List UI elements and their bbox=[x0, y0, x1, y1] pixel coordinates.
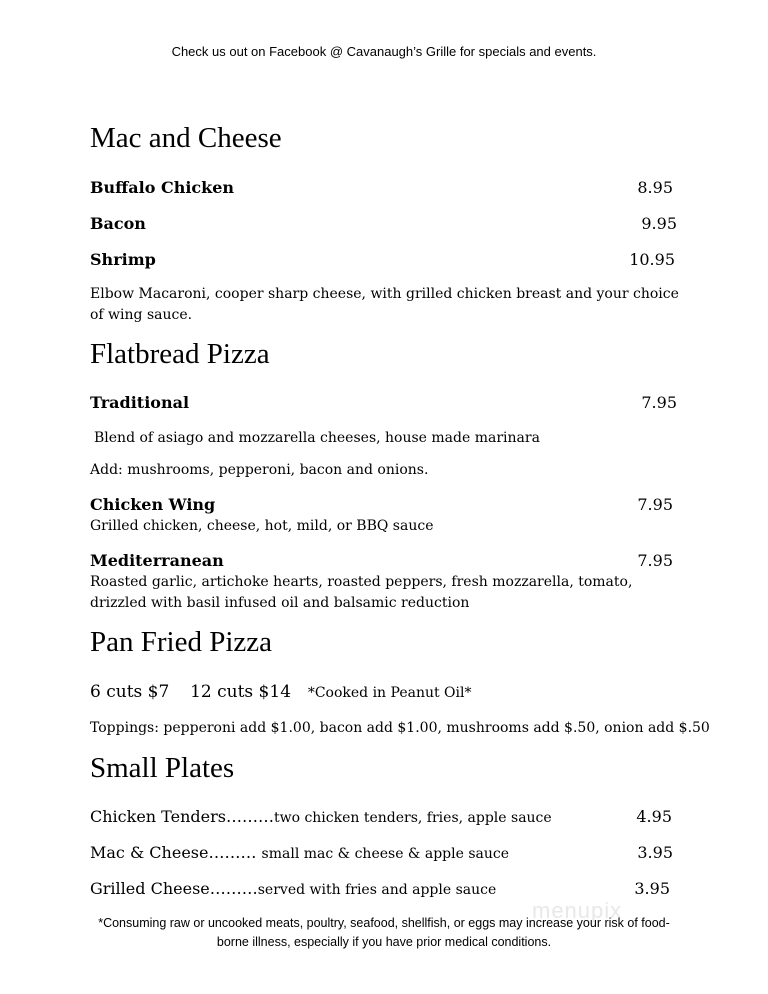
traditional-description: Blend of asiago and mozzarella cheeses, house made marinara bbox=[94, 430, 540, 446]
small-plate-chicken-tenders bbox=[90, 807, 552, 826]
pan-pizza-prices bbox=[90, 682, 472, 702]
advisory-line-2: borne illness, especially if you have prior medical conditions. bbox=[216, 935, 552, 949]
small-plate-name: Mac & Cheese……… bbox=[90, 843, 262, 862]
item-price-buffalo-chicken: 8.95 bbox=[637, 178, 673, 197]
pan-12-cuts: 12 cuts $14 bbox=[190, 682, 292, 702]
small-plate-mac-cheese bbox=[90, 843, 509, 862]
facebook-note: Check us out on Facebook @ Cavanaugh’s Grille for specials and events. bbox=[171, 44, 597, 59]
small-plate-name: Grilled Cheese……… bbox=[90, 879, 258, 898]
item-name-chicken-wing: Chicken Wing bbox=[90, 495, 216, 514]
menupix-watermark: menupix bbox=[532, 898, 623, 923]
small-plate-desc: small mac & cheese & apple sauce bbox=[261, 846, 510, 862]
item-name-mediterranean: Mediterranean bbox=[90, 551, 224, 570]
item-price-traditional: 7.95 bbox=[641, 393, 677, 412]
mac-description: Elbow Macaroni, cooper sharp cheese, with grilled chicken breast and your choice of wing sauce. bbox=[90, 286, 679, 323]
section-heading-flatbread-pizza: Flatbread Pizza bbox=[90, 338, 270, 370]
item-price-mediterranean: 7.95 bbox=[637, 551, 673, 570]
advisory-line-1: *Consuming raw or uncooked meats, poultry, seafood, shellfish, or eggs may increase your risk of food- bbox=[98, 916, 670, 930]
small-plate-grilled-cheese bbox=[90, 879, 496, 898]
item-name-shrimp: Shrimp bbox=[90, 250, 156, 269]
small-plate-desc: served with fries and apple sauce bbox=[257, 882, 497, 898]
mediterranean-description: Roasted garlic, artichoke hearts, roasted peppers, fresh mozzarella, tomato, drizzled with basil infused oil and balsamic reduction bbox=[90, 574, 633, 611]
item-price-shrimp: 10.95 bbox=[629, 250, 675, 269]
section-heading-small-plates: Small Plates bbox=[90, 752, 235, 784]
section-heading-pan-fried-pizza: Pan Fried Pizza bbox=[90, 626, 273, 658]
section-heading-mac-and-cheese: Mac and Cheese bbox=[90, 122, 282, 154]
flatbread-add-line: Add: mushrooms, pepperoni, bacon and onions. bbox=[90, 462, 429, 478]
item-name-buffalo-chicken: Buffalo Chicken bbox=[90, 178, 235, 197]
small-plate-desc: two chicken tenders, fries, apple sauce bbox=[273, 810, 552, 826]
small-plate-price-grilled-cheese: 3.95 bbox=[634, 879, 670, 898]
small-plate-price-mac-cheese: 3.95 bbox=[637, 843, 673, 862]
item-price-chicken-wing: 7.95 bbox=[637, 495, 673, 514]
item-name-bacon: Bacon bbox=[90, 214, 146, 233]
small-plate-price-chicken-tenders: 4.95 bbox=[636, 807, 672, 826]
consumer-advisory bbox=[0, 914, 768, 952]
pan-oil-note: *Cooked in Peanut Oil* bbox=[307, 685, 472, 701]
pan-6-cuts: 6 cuts $7 bbox=[90, 682, 170, 702]
small-plate-name: Chicken Tenders……… bbox=[90, 807, 274, 826]
pan-toppings: Toppings: pepperoni add $1.00, bacon add $1.00, mushrooms add $.50, onion add $.50 bbox=[90, 720, 710, 736]
item-price-bacon: 9.95 bbox=[641, 214, 677, 233]
chicken-wing-description: Grilled chicken, cheese, hot, mild, or BBQ sauce bbox=[90, 518, 434, 534]
item-name-traditional: Traditional bbox=[90, 393, 190, 412]
